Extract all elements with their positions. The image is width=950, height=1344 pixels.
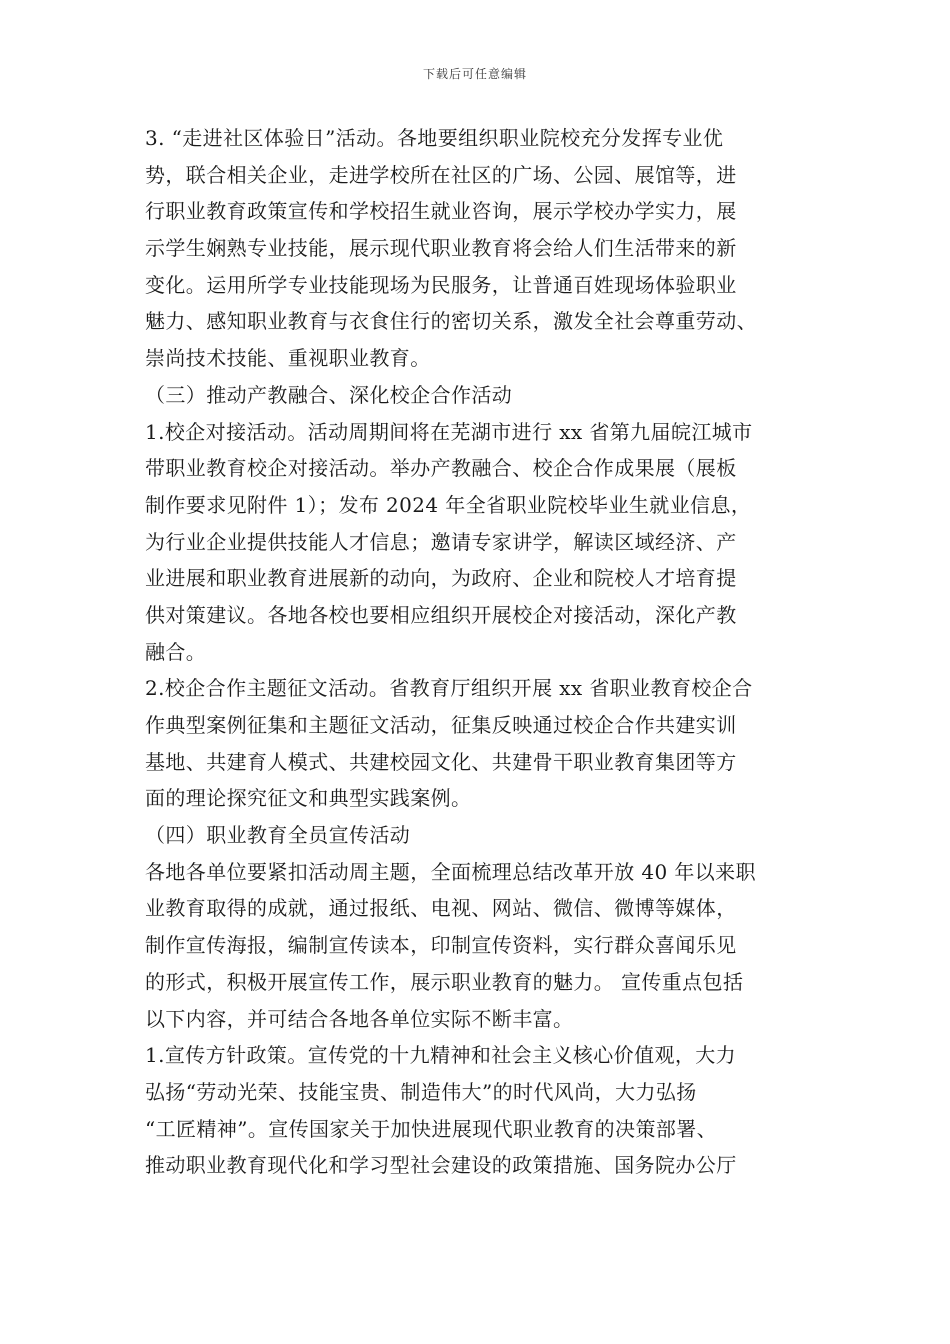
text-line: “工匠精神”。宣传国家关于加快进展现代职业教育的决策部署、 bbox=[145, 1116, 718, 1141]
text-line: 以下内容，并可结合各地各单位实际不断丰富。 bbox=[145, 1006, 574, 1031]
text-line: 供对策建议。各地各校也要相应组织开展校企对接活动，深化产教 bbox=[145, 602, 737, 627]
text-line: 崇尚技术技能、重视职业教育。 bbox=[145, 346, 431, 371]
text-line: 带职业教育校企对接活动。举办产教融合、校企合作成果展（展板 bbox=[145, 456, 737, 481]
section-heading: （三）推动产教融合、深化校企合作活动 bbox=[145, 382, 513, 407]
text-line: 业教育取得的成就，通过报纸、电视、网站、微信、微博等媒体， bbox=[145, 896, 737, 921]
text-line: 基地、共建育人模式、共建校园文化、共建骨干职业教育集团等方 bbox=[145, 749, 737, 774]
text-line: 制作宣传海报，编制宣传读本，印制宣传资料，实行群众喜闻乐见 bbox=[145, 933, 737, 958]
text-line: 2.校企合作主题征文活动。省教育厅组织开展 xx 省职业教育校企合 bbox=[145, 676, 753, 701]
text-line: 业进展和职业教育进展新的动向，为政府、企业和院校人才培育提 bbox=[145, 566, 737, 591]
text-line: 推动职业教育现代化和学习型社会建设的政策措施、国务院办公厅 bbox=[145, 1153, 737, 1178]
text-line: 势，联合相关企业，走进学校所在社区的广场、公园、展馆等，进 bbox=[145, 162, 737, 187]
page-header: 下载后可任意编辑 bbox=[422, 67, 527, 81]
text-line: 为行业企业提供技能人才信息；邀请专家讲学，解读区域经济、产 bbox=[145, 529, 737, 554]
text-line: 面的理论探究征文和典型实践案例。 bbox=[145, 786, 472, 811]
text-line: 融合。 bbox=[145, 639, 207, 664]
text-line: 各地各单位要紧扣活动周主题，全面梳理总结改革开放 40 年以来职 bbox=[145, 859, 756, 884]
text-line: 变化。运用所学专业技能现场为民服务，让普通百姓现场体验职业 bbox=[145, 272, 737, 297]
text-line: 弘扬“劳动光荣、技能宝贵、制造伟大”的时代风尚，大力弘扬 bbox=[145, 1079, 697, 1104]
section-heading: （四）职业教育全员宣传活动 bbox=[145, 823, 411, 848]
text-line: 1.宣传方针政策。宣传党的十九精神和社会主义核心价值观，大力 bbox=[145, 1043, 737, 1068]
text-line: 制作要求见附件 1）；发布 2024 年全省职业院校毕业生就业信息， bbox=[145, 492, 752, 517]
text-line: 作典型案例征集和主题征文活动，征集反映通过校企合作共建实训 bbox=[145, 713, 737, 737]
text-line: 的形式，积极开展宣传工作，展示职业教育的魅力。 宣传重点包括 bbox=[145, 969, 744, 994]
text-line: 1.校企对接活动。活动周期间将在芜湖市进行 xx 省第九届皖江城市 bbox=[145, 419, 753, 444]
text-line: 行职业教育政策宣传和学校招生就业咨询，展示学校办学实力，展 bbox=[145, 199, 737, 224]
document-body bbox=[145, 120, 825, 1184]
text-line: 示学生娴熟专业技能，展示现代职业教育将会给人们生活带来的新 bbox=[145, 236, 737, 261]
text-line: 3. “走进社区体验日”活动。各地要组织职业院校充分发挥专业优 bbox=[145, 126, 724, 150]
text-line: 魅力、感知职业教育与衣食住行的密切关系，激发全社会尊重劳动、 bbox=[145, 309, 757, 334]
